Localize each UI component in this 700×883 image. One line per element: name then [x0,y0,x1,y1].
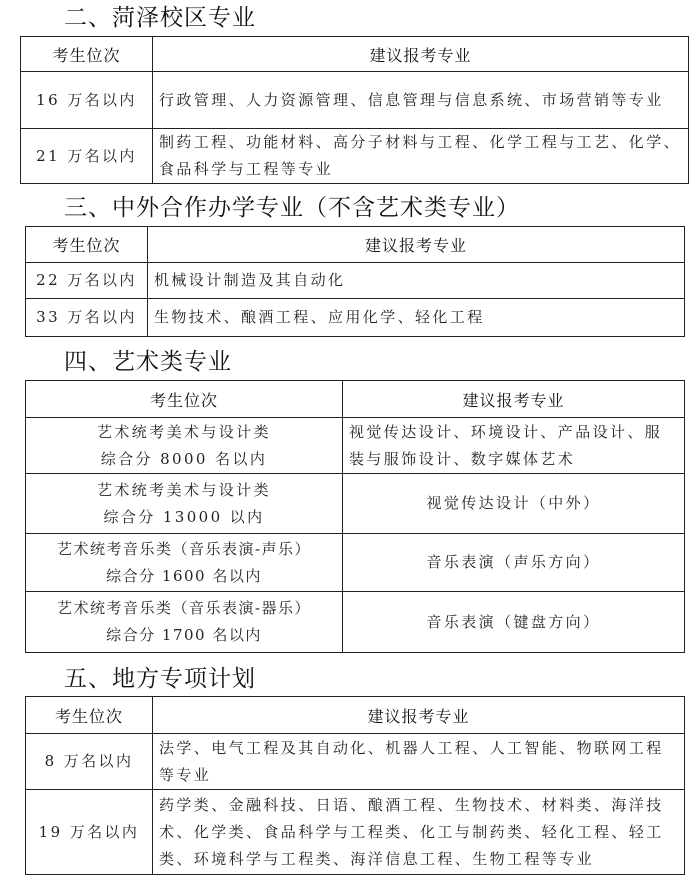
table-row [26,534,685,592]
arts-table [25,380,685,653]
rank-line-2: 综合分 13000 以内 [103,507,265,526]
section-title-local-special-plan: 五、地方专项计划 [64,666,256,692]
header-rank: 考生位次 [26,697,153,734]
local-special-plan-table [25,696,685,875]
rank-cell: 21 万名以内 [21,129,153,184]
header-major: 建议报考专业 [153,37,689,72]
table-header-row [26,227,685,263]
rank-line-1: 艺术统考美术与设计类 [96,480,271,499]
rank-cell [26,534,343,592]
rank-cell: 33 万名以内 [26,299,148,337]
header-rank: 考生位次 [26,227,148,263]
table-row [26,592,685,653]
table-row [21,129,689,184]
table-header-row [26,697,685,734]
table-row [26,790,685,875]
table-row [21,72,689,129]
section-title-heze-campus: 二、菏泽校区专业 [64,5,256,31]
rank-cell [26,474,343,534]
major-cell: 法学、电气工程及其自动化、机器人工程、人工智能、物联网工程等专业 [153,734,685,790]
major-cell: 音乐表演（键盘方向） [343,592,685,653]
major-cell: 生物技术、酿酒工程、应用化学、轻化工程 [148,299,685,337]
rank-line-1: 艺术统考音乐类（音乐表演-器乐） [56,599,312,617]
rank-cell [26,592,343,653]
header-rank: 考生位次 [21,37,153,72]
table-row [26,734,685,790]
sino-foreign-table [25,226,685,337]
rank-line-2: 综合分 1700 名以内 [106,626,262,644]
major-cell: 音乐表演（声乐方向） [343,534,685,592]
rank-cell [26,418,343,474]
rank-line-2: 综合分 8000 名以内 [100,449,268,468]
major-cell: 机械设计制造及其自动化 [148,263,685,299]
major-cell: 视觉传达设计（中外） [343,474,685,534]
rank-line-1: 艺术统考美术与设计类 [96,422,271,441]
heze-campus-table [20,36,689,184]
table-row [26,474,685,534]
table-row [26,299,685,337]
header-major: 建议报考专业 [153,697,685,734]
header-major: 建议报考专业 [148,227,685,263]
section-title-arts: 四、艺术类专业 [64,349,232,375]
major-cell: 视觉传达设计、环境设计、产品设计、服装与服饰设计、数字媒体艺术 [343,418,685,474]
table-header-row [26,381,685,418]
rank-cell: 8 万名以内 [26,734,153,790]
table-row [26,418,685,474]
rank-line-2: 综合分 1600 名以内 [106,566,262,585]
rank-line-1: 艺术统考音乐类（音乐表演-声乐） [56,539,312,558]
major-cell: 行政管理、人力资源管理、信息管理与信息系统、市场营销等专业 [153,72,689,129]
table-header-row [21,37,689,72]
table-row [26,263,685,299]
rank-cell: 16 万名以内 [21,72,153,129]
section-title-sino-foreign: 三、中外合作办学专业（不含艺术类专业） [64,195,520,221]
header-major: 建议报考专业 [343,381,685,418]
major-cell: 药学类、金融科技、日语、酿酒工程、生物技术、材料类、海洋技术、化学类、食品科学与工程类、化工与制药类、轻化工程、轻工类、环境科学与工程类、海洋信息工程、生物工程等专业 [153,790,685,875]
rank-cell: 19 万名以内 [26,790,153,875]
rank-cell: 22 万名以内 [26,263,148,299]
header-rank: 考生位次 [26,381,343,418]
major-cell: 制药工程、功能材料、高分子材料与工程、化学工程与工艺、化学、食品科学与工程等专业 [153,129,689,184]
